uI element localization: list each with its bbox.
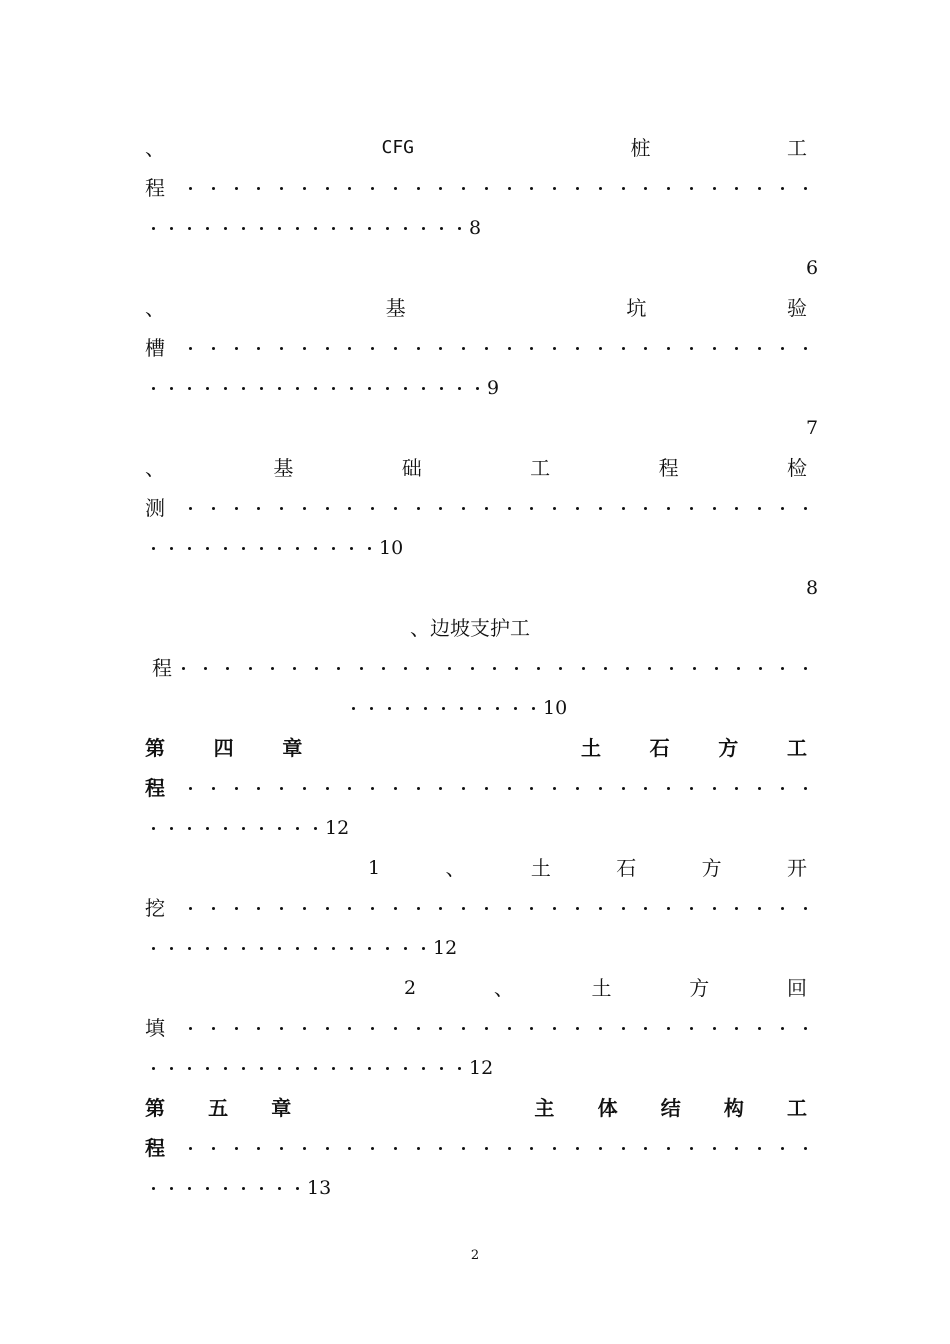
toc-char: 程 [145, 176, 165, 200]
page-number: 12 [325, 817, 350, 839]
dot-leader [152, 547, 371, 550]
toc-entry-page [152, 1056, 493, 1080]
toc-char: 回 [786, 976, 807, 1000]
toc-char: 程 [145, 776, 165, 800]
toc-char: 结 [660, 1096, 681, 1120]
toc-char: 、 [445, 856, 466, 880]
dot-leader [189, 1027, 807, 1030]
toc-char: 测 [145, 496, 165, 520]
toc-entry-head [404, 976, 807, 1000]
page-number: 10 [543, 697, 568, 719]
toc-char: 程 [145, 1136, 165, 1160]
toc-char: 构 [723, 1096, 744, 1120]
toc-char: 开 [786, 856, 807, 880]
toc-entry-page [152, 1176, 331, 1200]
dot-leader [189, 1147, 807, 1150]
toc-entry-head [368, 856, 807, 880]
toc-entry-page [152, 376, 499, 400]
toc-char: 、 [145, 136, 165, 160]
toc-char: 四 [213, 736, 234, 760]
toc-char: 土 [530, 856, 551, 880]
page-footer-number: 2 [470, 1248, 480, 1263]
toc-char: 方 [689, 976, 710, 1000]
toc-entry-leader [145, 896, 807, 920]
toc-entry-page [152, 936, 457, 960]
toc-entry-leader [145, 776, 807, 800]
toc-char: 桩 [630, 136, 651, 160]
toc-entry-leader [145, 336, 807, 360]
toc-char: 程 [658, 456, 679, 480]
page-number: 8 [469, 217, 482, 239]
toc-entry-leader [145, 176, 807, 200]
toc-entry-leader [145, 1016, 807, 1040]
chapter-heading [145, 1096, 807, 1120]
toc-char: 方 [701, 856, 722, 880]
toc-char: 工 [530, 456, 551, 480]
toc-char: 程 [152, 656, 172, 680]
toc-number: 6 [806, 257, 819, 279]
toc-number: 7 [806, 417, 819, 439]
toc-char: 土 [580, 736, 601, 760]
dot-leader [152, 827, 317, 830]
toc-char: CFG [381, 137, 414, 158]
toc-char: 第 [145, 736, 165, 760]
toc-entry-page [152, 816, 349, 840]
toc-char: 础 [401, 456, 422, 480]
toc-char: 验 [786, 296, 807, 320]
toc-entry-head [145, 136, 807, 160]
dot-leader [182, 667, 807, 670]
page-number: 12 [433, 937, 458, 959]
toc-char: 基 [385, 296, 406, 320]
toc-char: 、 [493, 976, 514, 1000]
dot-leader [152, 387, 479, 390]
page-number: 12 [469, 1057, 494, 1079]
toc-char: 、 [145, 296, 165, 320]
page-number: 9 [487, 377, 500, 399]
dot-leader [189, 347, 807, 350]
dot-leader [189, 907, 807, 910]
toc-entry-page [352, 696, 567, 720]
toc-char: 挖 [145, 896, 165, 920]
toc-number: 8 [806, 577, 819, 599]
toc-char: 、 [145, 456, 165, 480]
toc-char: 工 [786, 1096, 807, 1120]
toc-char: 体 [597, 1096, 618, 1120]
toc-char: 2 [404, 977, 417, 999]
dot-leader [189, 507, 807, 510]
toc-char: 章 [282, 736, 303, 760]
toc-char: 石 [649, 736, 670, 760]
dot-leader [189, 187, 807, 190]
toc-entry-page [152, 536, 403, 560]
page-number: 13 [307, 1177, 332, 1199]
toc-char: 基 [273, 456, 294, 480]
dot-leader [152, 1187, 299, 1190]
toc-entry-head [145, 456, 807, 480]
toc-char: 章 [271, 1096, 292, 1120]
toc-char: 五 [208, 1096, 229, 1120]
toc-entry-leader [145, 496, 807, 520]
toc-entry-leader [152, 656, 807, 680]
toc-entry-leader [145, 1136, 807, 1160]
dot-leader [189, 787, 807, 790]
dot-leader [152, 947, 425, 950]
toc-char: 方 [718, 736, 739, 760]
toc-char: 坑 [626, 296, 647, 320]
toc-char: 土 [591, 976, 612, 1000]
toc-entry-head: 、边坡支护工 [410, 616, 530, 640]
toc-char: 主 [534, 1096, 555, 1120]
dot-leader [352, 707, 535, 710]
toc-char: 工 [786, 736, 807, 760]
toc-char: 检 [786, 456, 807, 480]
dot-leader [152, 227, 461, 230]
toc-char: 1 [368, 857, 381, 879]
dot-leader [152, 1067, 461, 1070]
toc-char: 石 [616, 856, 637, 880]
toc-char: 填 [145, 1016, 165, 1040]
toc-entry-page [152, 216, 481, 240]
page-number: 10 [379, 537, 404, 559]
toc-char: 第 [145, 1096, 165, 1120]
toc-char: 工 [786, 136, 807, 160]
toc-char: 槽 [145, 336, 165, 360]
toc-entry-head [145, 296, 807, 320]
chapter-heading [145, 736, 807, 760]
